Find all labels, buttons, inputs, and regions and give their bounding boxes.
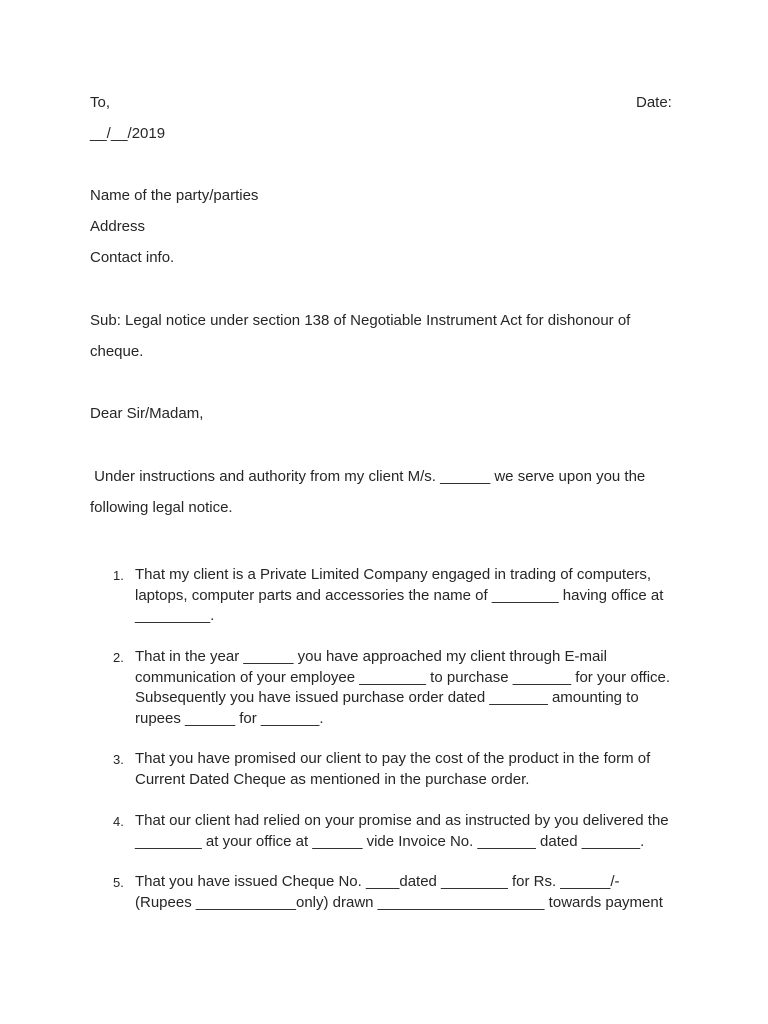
to-label: To,	[90, 94, 111, 111]
list-item-line: That you have promised our client to pay the cost of the product in the form of	[135, 750, 651, 767]
recipient-contact: Contact info.	[90, 249, 175, 266]
list-item-number: 1.	[113, 568, 124, 583]
list-item-line: rupees ______ for _______.	[135, 709, 324, 727]
list-item-number: 3.	[113, 752, 124, 767]
list-item-text	[135, 647, 680, 729]
list-item-text	[135, 811, 680, 852]
subject-line-2: cheque.	[90, 343, 144, 360]
list-item-line: That in the year ______ you have approached my client through E-mail	[135, 648, 607, 665]
list-item-number: 4.	[113, 814, 124, 829]
list-item-line: laptops, computer parts and accessories the name of ________ having office at	[135, 586, 664, 604]
date-value: __/__/2019	[90, 125, 166, 142]
date-label: Date:	[636, 94, 672, 111]
list-item-text	[135, 565, 680, 627]
list-item-line: _________.	[135, 607, 215, 625]
list-item-line: That my client is a Private Limited Company engaged in trading of computers,	[135, 566, 652, 583]
intro-line-2: following legal notice.	[90, 499, 233, 516]
list-item-text	[135, 749, 680, 790]
list-item-line: Current Dated Cheque as mentioned in the purchase order.	[135, 770, 530, 788]
salutation: Dear Sir/Madam,	[90, 405, 204, 422]
list-item-number: 5.	[113, 875, 124, 890]
list-item-line: That our client had relied on your promise and as instructed by you delivered the	[135, 812, 669, 829]
subject-line-1: Sub: Legal notice under section 138 of Negotiable Instrument Act for dishonour of	[90, 312, 631, 329]
list-item-line: That you have issued Cheque No. ____dated ________ for Rs. ______/-	[135, 873, 620, 890]
list-item-number: 2.	[113, 650, 124, 665]
recipient-address: Address	[90, 218, 146, 235]
list-item-line: Subsequently you have issued purchase order dated _______ amounting to	[135, 689, 639, 707]
list-item-text	[135, 872, 680, 913]
list-item-line: ________ at your office at ______ vide Invoice No. _______ dated _______.	[135, 832, 645, 850]
list-item-line: communication of your employee ________ to purchase _______ for your office.	[135, 668, 671, 686]
recipient-name: Name of the party/parties	[90, 187, 259, 204]
intro-line-1: Under instructions and authority from my client M/s. ______ we serve upon you the	[90, 468, 646, 485]
list-item-line: (Rupees ____________only) drawn ____________________ towards payment	[135, 893, 663, 911]
